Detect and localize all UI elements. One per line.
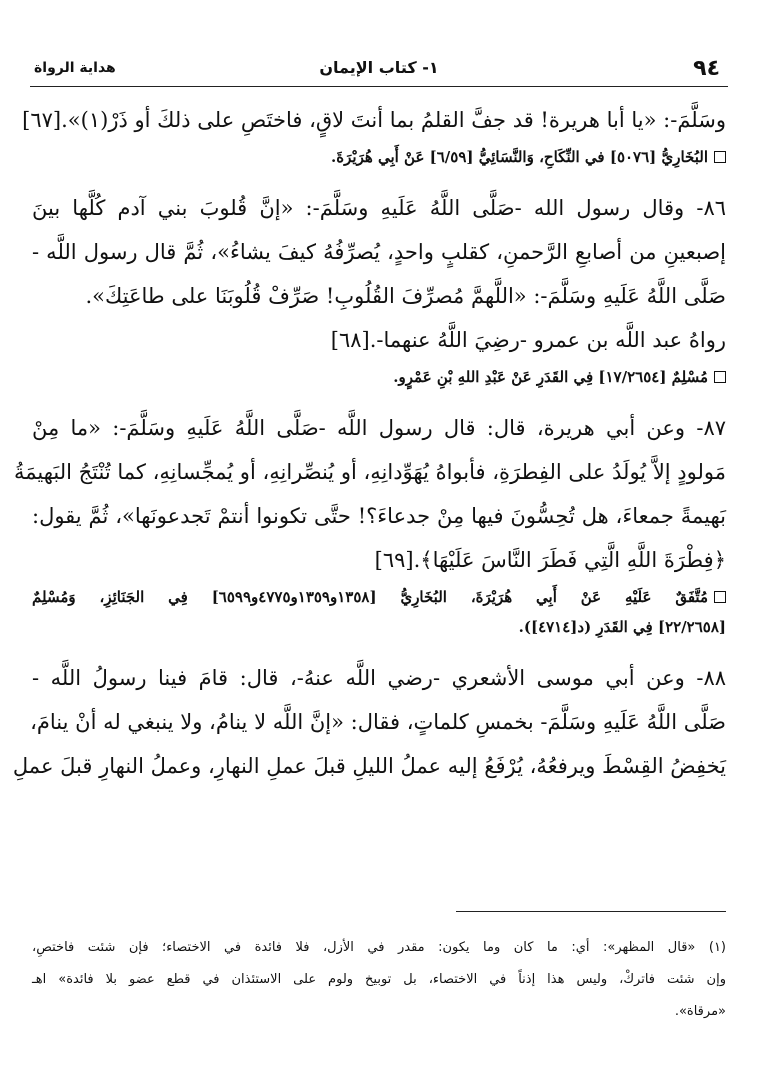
footnote-line: «مرقاة». — [674, 1004, 726, 1019]
narrator-line: رواهُ عبد اللَّه بن عمرو -رضِيَ اللَّهُ عنهما-.[٦٨] — [330, 328, 726, 352]
footnote-line: (١) «قال المظهر»: أي: ما كان وما يكون: مقدر في الأزل، فلا فائدة في الاختصاء؛ فإن شئت فاختصِ، — [32, 940, 726, 955]
hadith-86-line: ٨٦- وقال رسول الله -صَلَّى اللَّهُ عَلَيهِ وسَلَّمَ-: «إنَّ قُلوبَ بني آدم كُلَّها بينَ — [32, 196, 726, 220]
book-title: هداية الرواة — [34, 60, 116, 76]
checkbox-square-icon — [714, 591, 726, 603]
chapter-title: ١- كتاب الإيمان — [319, 58, 439, 77]
hadith-88-line: ٨٨- وعن أبي موسى الأشعري -رضي اللَّه عنهُ-، قال: قامَ فينا رسولُ اللَّه - — [32, 666, 726, 690]
footnote-divider — [456, 911, 726, 912]
text-line: صَلَّى اللَّهُ عَلَيهِ وسَلَّمَ- بخمسِ كلماتٍ، فقال: «إنَّ اللَّه لا ينامُ، ولا ينبغي له أنْ ينامَ، — [30, 710, 726, 734]
checkbox-square-icon — [714, 371, 726, 383]
page-header — [30, 52, 728, 87]
text-line: صَلَّى اللَّهُ عَلَيهِ وسَلَّمَ-: «اللَّهمَّ مُصرِّفَ القُلُوبِ! صَرِّفْ قُلُوبَنَا على طاعَتِكَ». — [85, 284, 726, 308]
text-line: بَهيمةً جمعاءَ، هل تُحِسُّونَ فيها مِنْ جدعاءَ؟! حتَّى تكونوا أنتمْ تَجدعونَها»، ثُمَّ يقول: — [32, 504, 726, 528]
page-number: ٩٤ — [693, 56, 720, 81]
source-citation — [32, 582, 726, 612]
quran-verse-line: ﴿فِطْرَةَ اللَّهِ الَّتِي فَطَرَ النَّاسَ عَلَيْهَا﴾.[٦٩] — [374, 548, 726, 572]
citation-text: مُسْلِمٌ [١٧/٢٦٥٤] فِي القَدَرِ عَنْ عَبْدِ اللهِ بْنِ عَمْرٍو. — [393, 368, 708, 386]
main-text — [12, 98, 726, 788]
text-line: وسَلَّمَ-: «يا أبا هريرة! قد جفَّ القلمُ بما أنتَ لاقٍ، فاختَصِ على ذلكَ أو ذَرْ(١)».[٦٧] — [22, 108, 726, 132]
checkbox-square-icon — [714, 151, 726, 163]
source-citation — [32, 142, 726, 172]
citation-text: [٢٢/٢٦٥٨] فِي القَدَرِ (د[٤٧١٤]). — [518, 618, 726, 636]
hadith-87-line: ٨٧- وعن أبي هريرة، قال: قال رسول اللَّه -صَلَّى اللَّهُ عَلَيهِ وسَلَّمَ-: «ما مِنْ — [32, 416, 726, 440]
footnotes — [32, 932, 726, 1028]
citation-text: البُخَارِيُّ [٥٠٧٦] في النِّكَاحِ، وَالنَّسَائِيُّ [٦/٥٩] عَنْ أَبِي هُرَيْرَةَ. — [331, 148, 708, 166]
source-citation — [32, 362, 726, 392]
text-line: يَخفِضُ القِسْطَ ويرفعُهُ، يُرْفَعُ إليه عملُ الليلِ قبلَ عملِ النهارِ، وعملُ النهارِ قبلَ عملِ — [12, 754, 726, 778]
footnote-line: وإن شئت فاتركْ، وليس هذا إذناً في الاختصاء، بل توبيخ ولوم على الاستئذان في قطع عضو بلا فائدة» اهـ — [32, 972, 726, 987]
text-line: مَولودٍ إلاَّ يُولَدُ على الفِطرَةِ، فأبواهُ يُهَوِّدانِهِ، أو يُنصِّرانِهِ، أو يُمجِّسانِهِ، كما تُنْتَجُ البَهيمَةُ — [13, 460, 726, 484]
citation-text: مُتَّفَقٌ عَلَيْهِ عَنْ أَبِي هُرَيْرَةَ، البُخَارِيُّ [١٣٥٨و١٣٥٩و٤٧٧٥و٦٥٩٩] فِي الجَنَائِزِ، وَمُسْلِمٌ — [32, 588, 708, 606]
text-line: إصبعينِ من أصابعِ الرَّحمنِ، كقلبٍ واحدٍ، يُصرِّفُهُ كيفَ يشاءُ»، ثُمَّ قال رسول اللَّه - — [32, 240, 726, 264]
